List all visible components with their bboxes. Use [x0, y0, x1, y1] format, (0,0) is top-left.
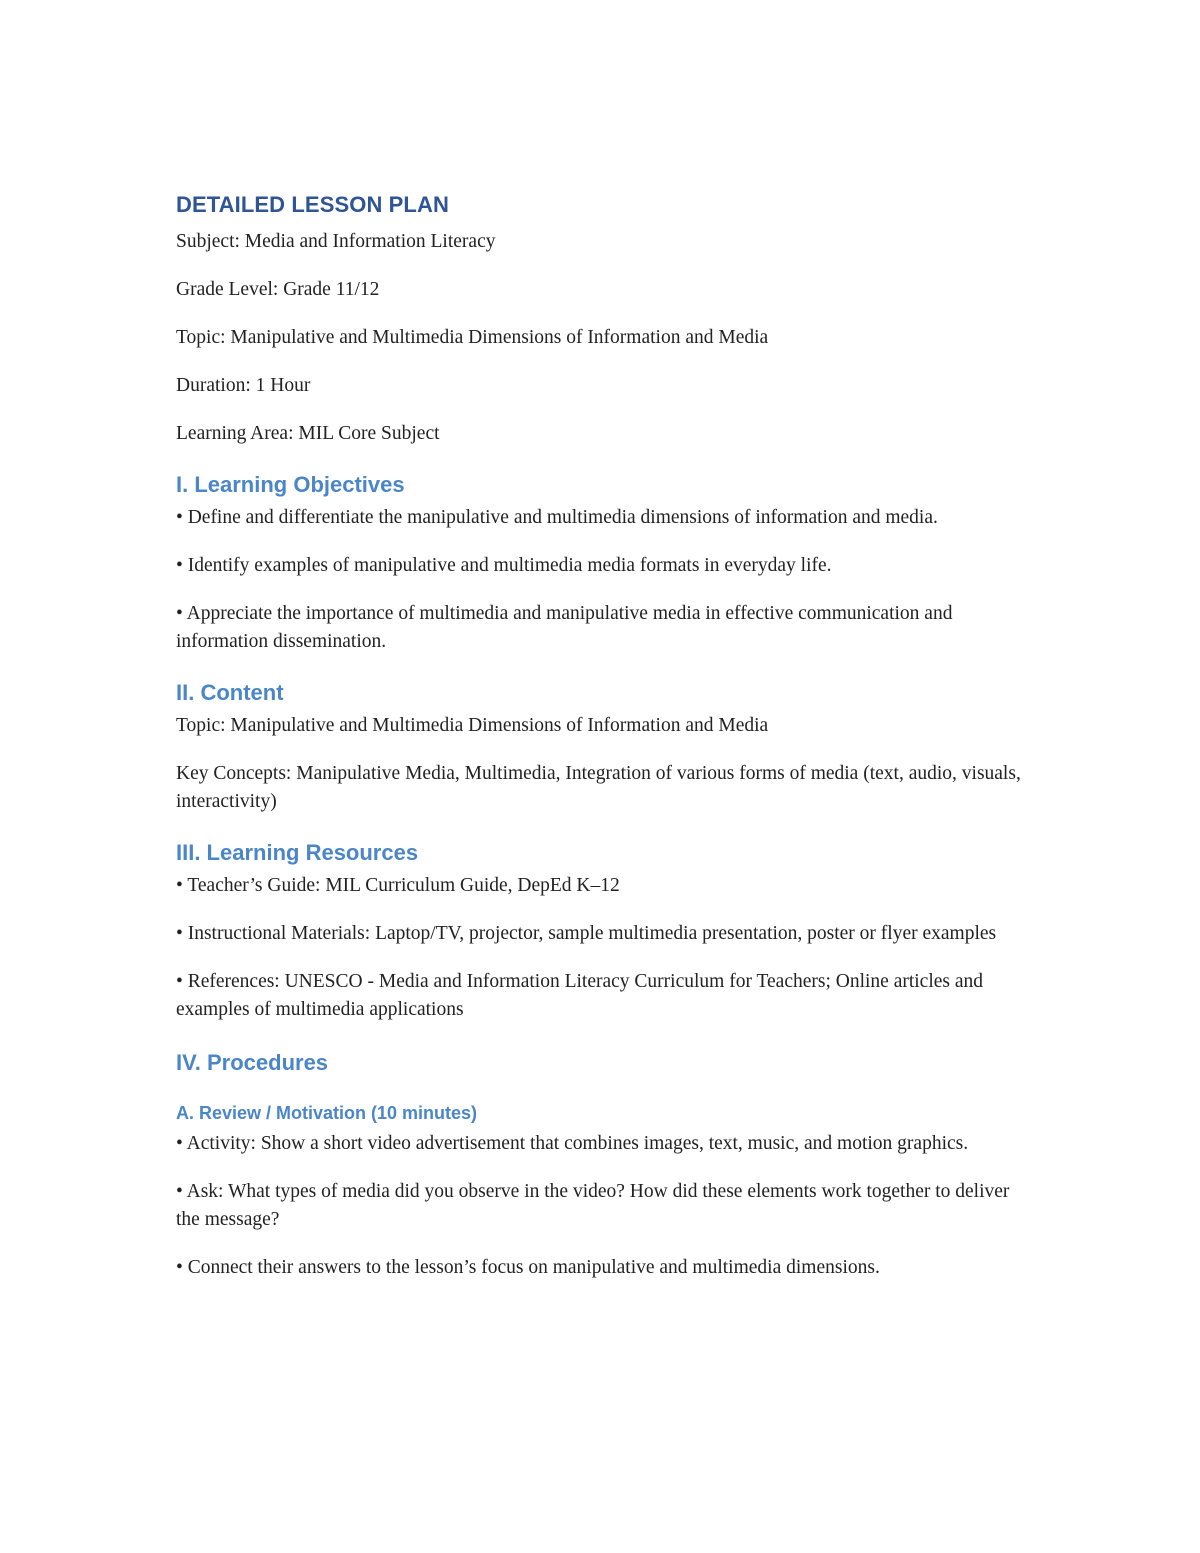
- grade-level-line: Grade Level: Grade 11/12: [176, 279, 380, 300]
- document-page: [176, 190, 1036, 1302]
- objective-item: • Identify examples of manipulative and multimedia media formats in everyday life.: [176, 555, 832, 576]
- procedure-item: • Ask: What types of media did you observe in the video? How did these elements work together to deliver the message?: [176, 1181, 1010, 1230]
- resource-item: • References: UNESCO - Media and Information Literacy Curriculum for Teachers; Online articles and examples of multimedia applications: [176, 971, 984, 1020]
- learning-area-line: Learning Area: MIL Core Subject: [176, 423, 440, 444]
- content-topic: Topic: Manipulative and Multimedia Dimensions of Information and Media: [176, 715, 769, 736]
- document-title: DETAILED LESSON PLAN: [176, 192, 449, 217]
- procedure-item: • Activity: Show a short video advertisement that combines images, text, music, and motion graphics.: [176, 1133, 969, 1154]
- resources-heading: III. Learning Resources: [176, 840, 419, 865]
- content-heading: II. Content: [176, 680, 284, 705]
- content-key-concepts: Key Concepts: Manipulative Media, Multimedia, Integration of various forms of media (text, audio, visuals, interactivity): [176, 763, 1021, 812]
- objectives-heading: I. Learning Objectives: [176, 472, 405, 497]
- procedures-sub-a-heading: A. Review / Motivation (10 minutes): [176, 1103, 478, 1123]
- objective-item: • Define and differentiate the manipulative and multimedia dimensions of information and media.: [176, 507, 938, 528]
- subject-line: Subject: Media and Information Literacy: [176, 231, 496, 252]
- procedures-heading: IV. Procedures: [176, 1050, 329, 1075]
- procedure-item: • Connect their answers to the lesson’s focus on manipulative and multimedia dimensions.: [176, 1257, 880, 1278]
- objective-item: • Appreciate the importance of multimedia and manipulative media in effective communication and information dissemination.: [176, 603, 953, 652]
- topic-line: Topic: Manipulative and Multimedia Dimensions of Information and Media: [176, 327, 769, 348]
- resource-item: • Teacher’s Guide: MIL Curriculum Guide, DepEd K–12: [176, 875, 620, 896]
- duration-line: Duration: 1 Hour: [176, 375, 311, 396]
- resource-item: • Instructional Materials: Laptop/TV, projector, sample multimedia presentation, poster or flyer examples: [176, 923, 997, 944]
